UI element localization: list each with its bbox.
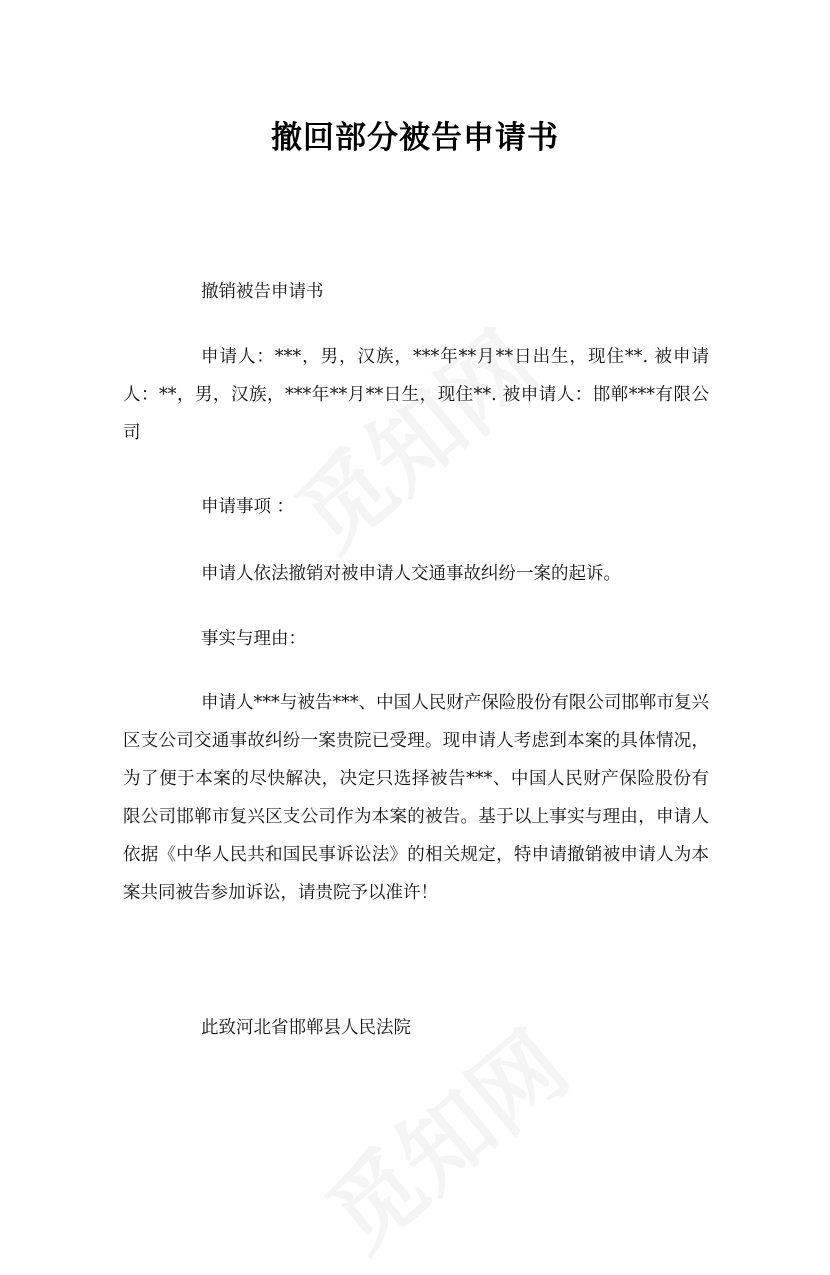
document-title: 撤回部分被告申请书 (271, 120, 559, 156)
applicant-paragraph: 申请人：***，男，汉族，***年**月**日出生，现住**. 被申请人：**，男，汉族，***年**月**日生，现住**. 被申请人：邯郸***有限公司 (123, 347, 709, 443)
matters-heading: 申请事项 ： (201, 497, 295, 517)
matters-text: 申请人依法撤销对被申请人交通事故纠纷一案的起诉。 (201, 564, 621, 584)
facts-paragraph: 申请人***与被告***、中国人民财产保险股份有限公司邯郸市复兴区支公司交通事故纠纷一案贵院已受理。现申请人考虑到本案的具体情况，为了便于本案的尽快解决，决定只选择被告***、中国人民财产保险股份有限公司邯郸市复兴区支公司作为本案的被告。基于以上事实与理由，申请人依据《中华人民共和国民事诉讼法》的相关规定，特申请撤销被申请人为本案共同被告参加诉讼，请贵院予以准许！ (123, 693, 709, 903)
facts-heading: 事实与理由： (201, 629, 306, 649)
subtitle: 撤销被告申请书 (201, 282, 324, 302)
addressee: 此致河北省邯郸县人民法院 (201, 1018, 411, 1038)
